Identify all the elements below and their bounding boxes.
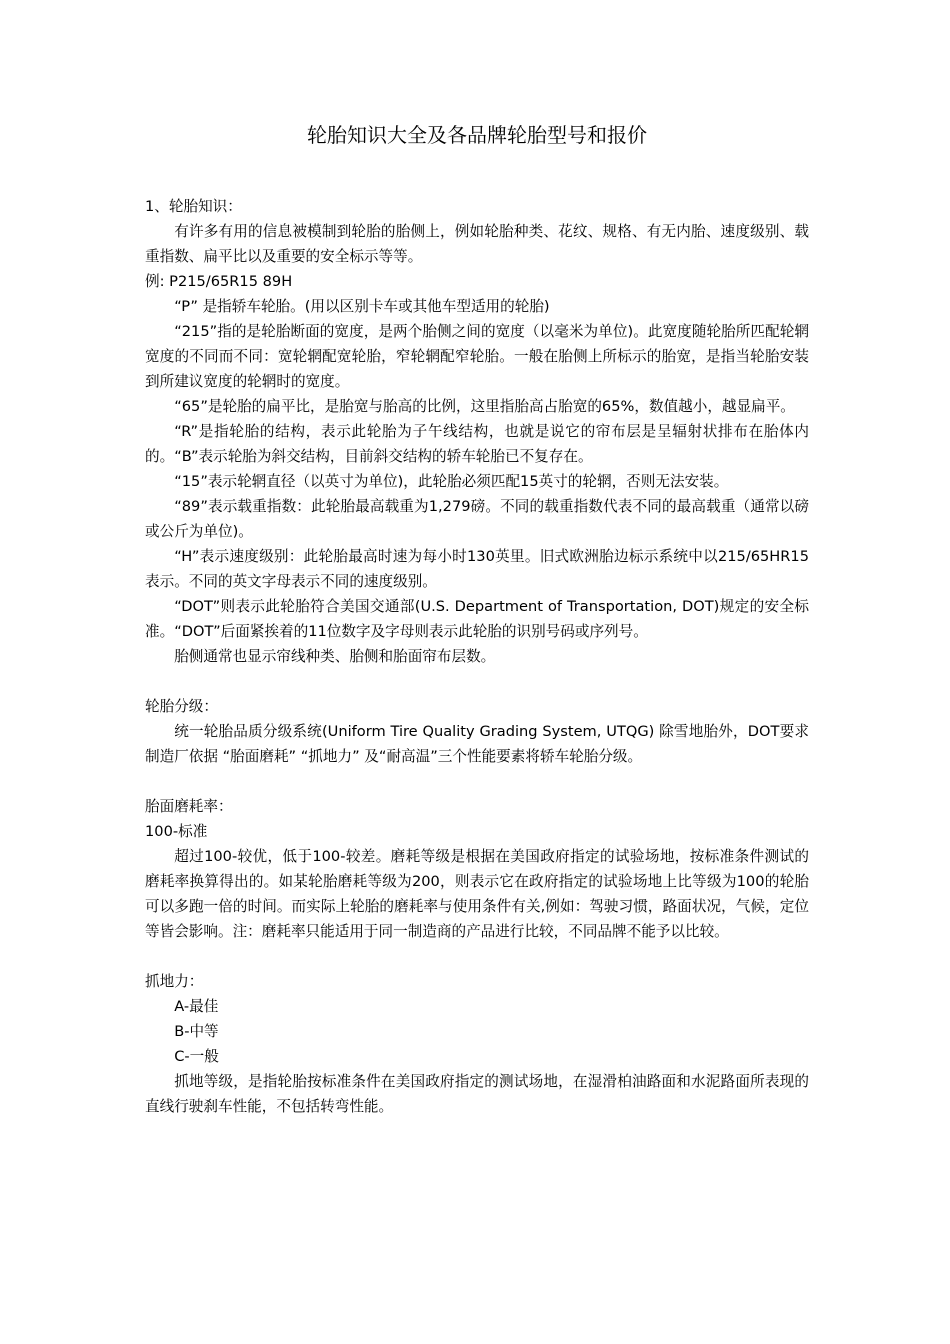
section-grading	[145, 694, 809, 769]
section-treadwear	[145, 794, 809, 944]
traction-grade-b: B-中等	[174, 1023, 219, 1040]
section-traction	[145, 969, 809, 1119]
traction-grade-c: C-一般	[174, 1048, 219, 1065]
document-page	[145, 120, 809, 1119]
paragraph-89: “89”表示载重指数：此轮胎最高载重为1,279磅。不同的载重指数代表不同的最高载重（通常以磅或公斤为单位)。	[145, 498, 809, 540]
paragraph-r: “R”是指轮胎的结构，表示此轮胎为子午线结构，也就是说它的帘布层是呈辐射状排布在胎体内的。“B”表示轮胎为斜交结构，目前斜交结构的轿车轮胎已不复存在。	[145, 423, 809, 465]
paragraph-dot: “DOT”则表示此轮胎符合美国交通部(U.S. Department of Transportation, DOT)规定的安全标准。“DOT”后面紧挨着的11位数字及字母则表示此轮胎的识别号码或序列号。	[145, 598, 809, 640]
treadwear-standard: 100-标准	[145, 823, 208, 840]
paragraph-65: “65”是轮胎的扁平比，是胎宽与胎高的比例，这里指胎高占胎宽的65%，数值越小，越显扁平。	[174, 398, 795, 415]
spacer	[145, 669, 809, 694]
section-heading: 1、轮胎知识：	[145, 198, 242, 215]
paragraph-sidewall: 胎侧通常也显示帘线种类、胎侧和胎面帘布层数。	[174, 648, 496, 665]
traction-grade-a: A-最佳	[174, 998, 219, 1015]
spacer	[145, 944, 809, 969]
paragraph-intro: 有许多有用的信息被模制到轮胎的胎侧上，例如轮胎种类、花纹、规格、有无内胎、速度级别、载重指数、扁平比以及重要的安全标示等等。	[145, 223, 809, 265]
paragraph-p: “P” 是指轿车轮胎。(用以区别卡车或其他车型适用的轮胎)	[174, 298, 550, 315]
section-heading: 轮胎分级：	[145, 698, 218, 715]
document-title: 轮胎知识大全及各品牌轮胎型号和报价	[307, 123, 647, 147]
paragraph-15: “15”表示轮辋直径（以英寸为单位)，此轮胎必须匹配15英寸的轮辋，否则无法安装。	[174, 473, 729, 490]
example-label: 例: P215/65R15 89H	[145, 273, 293, 290]
paragraph-h: “H”表示速度级别：此轮胎最高时速为每小时130英里。旧式欧洲胎边标示系统中以215/65HR15表示。不同的英文字母表示不同的速度级别。	[145, 548, 809, 590]
paragraph-traction: 抓地等级，是指轮胎按标准条件在美国政府指定的测试场地，在湿滑柏油路面和水泥路面所表现的直线行驶刹车性能，不包括转弯性能。	[145, 1073, 809, 1115]
paragraph-215: “215”指的是轮胎断面的宽度，是两个胎侧之间的宽度（以毫米为单位)。此宽度随轮胎所匹配轮辋宽度的不同而不同：宽轮辋配宽轮胎，窄轮辋配窄轮胎。一般在胎侧上所标示的胎宽，是指当轮胎安装到所建议宽度的轮辋时的宽度。	[145, 323, 809, 390]
paragraph-treadwear: 超过100-较优，低于100-较差。磨耗等级是根据在美国政府指定的试验场地，按标准条件测试的磨耗率换算得出的。如某轮胎磨耗等级为200，则表示它在政府指定的试验场地上比等级为100的轮胎可以多跑一倍的时间。而实际上轮胎的磨耗率与使用条件有关,例如：驾驶习惯，路面状况，气候，定位等皆会影响。注：磨耗率只能适用于同一制造商的产品进行比较，不同品牌不能予以比较。	[145, 848, 809, 940]
section-heading: 抓地力：	[145, 973, 204, 990]
spacer	[145, 769, 809, 794]
section-heading: 胎面磨耗率：	[145, 798, 233, 815]
section-tire-knowledge	[145, 194, 809, 669]
paragraph-grading: 统一轮胎品质分级系统(Uniform Tire Quality Grading System, UTQG) 除雪地胎外，DOT要求制造厂依据 “胎面磨耗” “抓地力” 及“耐高温”三个性能要素将轿车轮胎分级。	[145, 723, 809, 765]
